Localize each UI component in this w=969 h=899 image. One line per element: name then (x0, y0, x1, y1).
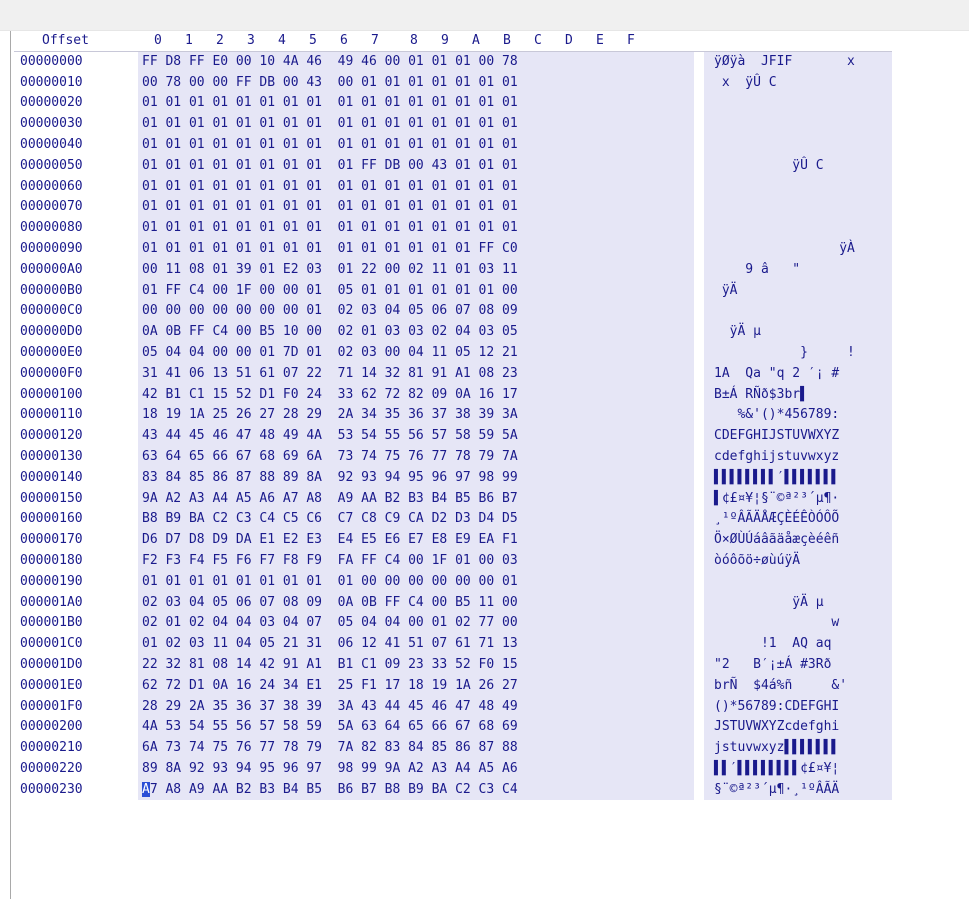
hex-bytes-cell[interactable]: 00 78 00 00 FF DB 00 43 00 01 01 01 01 01 01 01 (138, 73, 694, 94)
hex-bytes-cell[interactable]: FF D8 FF E0 00 10 4A 46 49 46 00 01 01 01 00 78 (138, 52, 694, 73)
ascii-cell[interactable]: cdefghijstuvwxyz (704, 447, 892, 468)
offset-cell: 000000F0 (14, 364, 138, 385)
hex-bytes-cell[interactable]: 42 B1 C1 15 52 D1 F0 24 33 62 72 82 09 0A 16 17 (138, 385, 694, 406)
ascii-cell[interactable] (704, 177, 892, 198)
hex-column-label: C (534, 33, 542, 48)
ascii-cell[interactable]: ▌¢£¤¥¦§¨©ª²³´µ¶· (704, 489, 892, 510)
hex-bytes-cell[interactable]: 01 01 01 01 01 01 01 01 01 FF DB 00 43 01 01 01 (138, 156, 694, 177)
ascii-cell[interactable]: 9 â " (704, 260, 892, 281)
ascii-cell[interactable]: CDEFGHIJSTUVWXYZ (704, 426, 892, 447)
hex-bytes-cell[interactable]: 9A A2 A3 A4 A5 A6 A7 A8 A9 AA B2 B3 B4 B5 B6 B7 (138, 489, 694, 510)
hex-column-label: 0 (154, 33, 162, 48)
ascii-cell[interactable]: Ö×ØÙÚáâãäåæçèéêñ (704, 530, 892, 551)
offset-cell: 000001D0 (14, 655, 138, 676)
ascii-cell[interactable]: ÿÄ µ (704, 593, 892, 614)
offset-cell: 00000020 (14, 93, 138, 114)
offset-cell: 000001C0 (14, 634, 138, 655)
hex-bytes-cell[interactable]: 83 84 85 86 87 88 89 8A 92 93 94 95 96 97 98 99 (138, 468, 694, 489)
offset-cell: 000000E0 (14, 343, 138, 364)
offset-cell: 000001B0 (14, 613, 138, 634)
ascii-cell[interactable]: ()*56789:CDEFGHI (704, 697, 892, 718)
offset-cell: 00000000 (14, 52, 138, 73)
ascii-cell[interactable] (704, 301, 892, 322)
hex-bytes-cell[interactable]: F2 F3 F4 F5 F6 F7 F8 F9 FA FF C4 00 1F 01 00 03 (138, 551, 694, 572)
hex-bytes-cell[interactable]: 00 00 00 00 00 00 00 01 02 03 04 05 06 07 08 09 (138, 301, 694, 322)
ascii-cell[interactable]: B±Á RÑð$3br▌ (704, 385, 892, 406)
offset-cell: 00000100 (14, 385, 138, 406)
ascii-cell[interactable]: ÿÄ µ (704, 322, 892, 343)
offset-cell: 00000170 (14, 530, 138, 551)
offset-cell: 00000230 (14, 780, 138, 801)
offset-cell: 00000220 (14, 759, 138, 780)
hex-bytes-cell[interactable]: D6 D7 D8 D9 DA E1 E2 E3 E4 E5 E6 E7 E8 E9 EA F1 (138, 530, 694, 551)
hex-bytes-cell[interactable]: 00 11 08 01 39 01 E2 03 01 22 00 02 11 01 03 11 (138, 260, 694, 281)
ascii-cell[interactable]: %&'()*456789: (704, 405, 892, 426)
hex-column-label: 8 (410, 33, 418, 48)
cursor-selection[interactable]: A (142, 781, 150, 797)
ascii-cell[interactable] (704, 114, 892, 135)
hex-bytes-cell[interactable]: 01 01 01 01 01 01 01 01 01 01 01 01 01 01 01 01 (138, 93, 694, 114)
ascii-cell[interactable]: JSTUVWXYZcdefghi (704, 717, 892, 738)
offset-cell: 00000070 (14, 197, 138, 218)
hex-column-label: A (472, 33, 480, 48)
offset-cell: 00000050 (14, 156, 138, 177)
ascii-column-header (694, 31, 892, 52)
offset-cell: 000001E0 (14, 676, 138, 697)
ascii-cell[interactable]: 1A Qa "q 2 ′¡ # (704, 364, 892, 385)
hex-bytes-cell[interactable]: 22 32 81 08 14 42 91 A1 B1 C1 09 23 33 52 F0 15 (138, 655, 694, 676)
hex-editor-grid[interactable] (14, 31, 892, 800)
hex-bytes-cell[interactable]: 01 01 01 01 01 01 01 01 01 01 01 01 01 01 01 01 (138, 218, 694, 239)
offset-cell: 00000180 (14, 551, 138, 572)
hex-bytes-cell[interactable]: 63 64 65 66 67 68 69 6A 73 74 75 76 77 78 79 7A (138, 447, 694, 468)
hex-column-label: 4 (278, 33, 286, 48)
hex-column-label: 5 (309, 33, 317, 48)
hex-column-label: 2 (216, 33, 224, 48)
hex-bytes-cell[interactable]: 31 41 06 13 51 61 07 22 71 14 32 81 91 A1 08 23 (138, 364, 694, 385)
hex-bytes-cell[interactable]: 05 04 04 00 00 01 7D 01 02 03 00 04 11 05 12 21 (138, 343, 694, 364)
ascii-cell[interactable] (704, 197, 892, 218)
ascii-cell[interactable] (704, 135, 892, 156)
ascii-cell[interactable]: ▌▌′▌▌▌▌▌▌▌▌¢£¤¥¦ (704, 759, 892, 780)
hex-column-label: 9 (441, 33, 449, 48)
offset-column-header: Offset (14, 31, 138, 52)
offset-cell: 000000C0 (14, 301, 138, 322)
offset-cell: 00000120 (14, 426, 138, 447)
hex-column-label: 3 (247, 33, 255, 48)
offset-cell: 00000010 (14, 73, 138, 94)
hex-bytes-cell[interactable]: 01 FF C4 00 1F 00 00 01 05 01 01 01 01 01 01 00 (138, 281, 694, 302)
offset-cell: 00000090 (14, 239, 138, 260)
offset-cell: 000001F0 (14, 697, 138, 718)
offset-cell: 00000080 (14, 218, 138, 239)
hex-bytes-cell[interactable]: 4A 53 54 55 56 57 58 59 5A 63 64 65 66 67 68 69 (138, 717, 694, 738)
ascii-cell[interactable]: brÑ $4á%ñ &' (704, 676, 892, 697)
ascii-cell[interactable]: ▌▌▌▌▌▌▌▌′▌▌▌▌▌▌▌ (704, 468, 892, 489)
hex-bytes-cell[interactable]: 18 19 1A 25 26 27 28 29 2A 34 35 36 37 38 39 3A (138, 405, 694, 426)
offset-cell: 00000110 (14, 405, 138, 426)
hex-bytes-cell[interactable]: A7 A8 A9 AA B2 B3 B4 B5 B6 B7 B8 B9 BA C2 C3 C4 (138, 780, 694, 801)
hex-bytes-cell[interactable]: 01 01 01 01 01 01 01 01 01 01 01 01 01 01 FF C0 (138, 239, 694, 260)
ascii-cell[interactable]: } ! (704, 343, 892, 364)
hex-bytes-cell[interactable]: 0A 0B FF C4 00 B5 10 00 02 01 03 03 02 04 03 05 (138, 322, 694, 343)
ascii-cell[interactable]: ÿØÿà JFIF x (704, 52, 892, 73)
offset-cell: 000000D0 (14, 322, 138, 343)
hex-bytes-cell[interactable]: 43 44 45 46 47 48 49 4A 53 54 55 56 57 58 59 5A (138, 426, 694, 447)
hex-bytes-cell[interactable]: 62 72 D1 0A 16 24 34 E1 25 F1 17 18 19 1A 26 27 (138, 676, 694, 697)
offset-cell: 00000130 (14, 447, 138, 468)
hex-bytes-cell[interactable]: 01 01 01 01 01 01 01 01 01 01 01 01 01 01 01 01 (138, 197, 694, 218)
hex-column-label: 1 (185, 33, 193, 48)
offset-cell: 000001A0 (14, 593, 138, 614)
offset-cell: 00000150 (14, 489, 138, 510)
ascii-cell[interactable]: "2 B′¡±Á #3Rð (704, 655, 892, 676)
offset-cell: 00000160 (14, 509, 138, 530)
offset-cell: 00000210 (14, 738, 138, 759)
offset-cell: 00000200 (14, 717, 138, 738)
offset-cell: 000000A0 (14, 260, 138, 281)
hex-bytes-cell[interactable]: B8 B9 BA C2 C3 C4 C5 C6 C7 C8 C9 CA D2 D3 D4 D5 (138, 509, 694, 530)
ascii-cell[interactable]: ÿÀ (704, 239, 892, 260)
offset-cell: 00000190 (14, 572, 138, 593)
ascii-cell[interactable] (704, 572, 892, 593)
hex-column-label: E (596, 33, 604, 48)
toolbar-area (0, 0, 969, 31)
hex-bytes-cell[interactable]: 28 29 2A 35 36 37 38 39 3A 43 44 45 46 47 48 49 (138, 697, 694, 718)
offset-cell: 00000040 (14, 135, 138, 156)
ascii-cell[interactable]: x ÿÛ C (704, 73, 892, 94)
ascii-cell[interactable]: ¸¹ºÂÃÄÅÆÇÈÉÊÒÓÔÕ (704, 509, 892, 530)
offset-cell: 00000030 (14, 114, 138, 135)
offset-cell: 00000060 (14, 177, 138, 198)
ascii-cell[interactable]: ÿÛ C (704, 156, 892, 177)
hex-column-header (138, 31, 694, 52)
hex-column-label: B (503, 33, 511, 48)
offset-cell: 00000140 (14, 468, 138, 489)
hex-bytes-cell[interactable]: 89 8A 92 93 94 95 96 97 98 99 9A A2 A3 A4 A5 A6 (138, 759, 694, 780)
hex-column-label: 6 (340, 33, 348, 48)
hex-column-label: F (627, 33, 635, 48)
ascii-cell[interactable]: w (704, 613, 892, 634)
hex-column-label: 7 (371, 33, 379, 48)
hex-bytes-cell[interactable]: 01 01 01 01 01 01 01 01 01 01 01 01 01 01 01 01 (138, 114, 694, 135)
hex-bytes-cell[interactable]: 01 01 01 01 01 01 01 01 01 00 00 00 00 00 00 01 (138, 572, 694, 593)
ascii-cell[interactable]: !1 AQ aq (704, 634, 892, 655)
hex-bytes-cell[interactable]: 6A 73 74 75 76 77 78 79 7A 82 83 84 85 86 87 88 (138, 738, 694, 759)
hex-bytes-cell[interactable]: 01 01 01 01 01 01 01 01 01 01 01 01 01 01 01 01 (138, 177, 694, 198)
hex-column-label: D (565, 33, 573, 48)
ascii-cell[interactable] (704, 93, 892, 114)
left-gutter (0, 31, 11, 899)
ascii-cell[interactable] (704, 218, 892, 239)
offset-cell: 000000B0 (14, 281, 138, 302)
hex-bytes-cell[interactable]: 01 01 01 01 01 01 01 01 01 01 01 01 01 01 01 01 (138, 135, 694, 156)
ascii-cell[interactable]: òóôõö÷øùúÿÄ (704, 551, 892, 572)
ascii-cell[interactable]: ÿÄ (704, 281, 892, 302)
hex-bytes-cell[interactable]: 02 01 02 04 04 03 04 07 05 04 04 00 01 02 77 00 (138, 613, 694, 634)
hex-bytes-cell[interactable]: 01 02 03 11 04 05 21 31 06 12 41 51 07 61 71 13 (138, 634, 694, 655)
ascii-cell[interactable]: §¨©ª²³´µ¶·¸¹ºÂÃÄ (704, 780, 892, 801)
hex-bytes-cell[interactable]: 02 03 04 05 06 07 08 09 0A 0B FF C4 00 B5 11 00 (138, 593, 694, 614)
ascii-cell[interactable]: jstuvwxyz▌▌▌▌▌▌▌ (704, 738, 892, 759)
